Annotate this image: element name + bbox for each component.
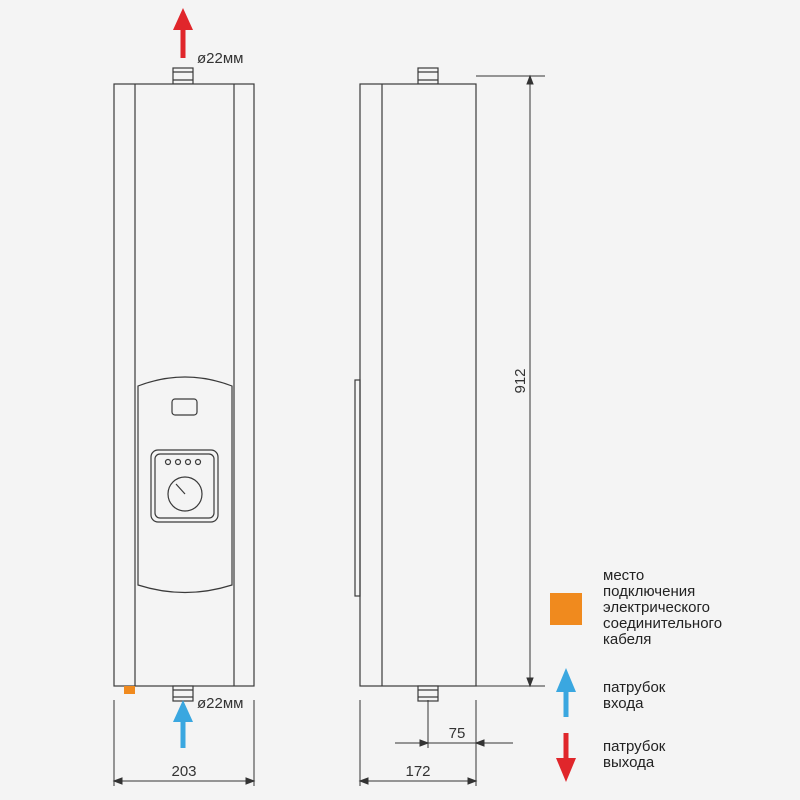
legend-cable-line-5: кабеля <box>603 631 652 648</box>
pipe-bottom-label: ø22мм <box>197 695 244 712</box>
side-top-pipe <box>418 68 438 84</box>
legend-inlet-arrow <box>556 668 576 717</box>
legend-cable-label <box>603 568 722 648</box>
dim-height <box>476 76 545 686</box>
side-bottom-pipe <box>418 686 438 701</box>
side-control-bulge <box>355 380 360 596</box>
legend-inlet-line-2: входа <box>603 695 644 712</box>
legend-cable-line-4: соединительного <box>603 615 723 632</box>
dim-width-side-value: 172 <box>405 763 431 780</box>
dim-pipe-offset-value: 75 <box>448 725 466 742</box>
side-body <box>360 84 476 686</box>
inlet-arrow-bottom <box>173 700 193 748</box>
legend-cable-line-3: электрического <box>603 599 710 616</box>
legend-outlet-arrow <box>556 733 576 782</box>
legend-cable-swatch <box>550 593 582 625</box>
dim-height-value: 912 <box>512 368 529 394</box>
dim-width-front-value: 203 <box>171 763 197 780</box>
pipe-top-label: ø22мм <box>197 50 244 67</box>
front-view <box>114 68 254 701</box>
legend-cable-line-1: место <box>603 567 645 584</box>
legend-outlet-line-2: выхода <box>603 754 655 771</box>
legend-outlet-label <box>603 739 665 771</box>
legend-outlet-line-1: патрубок <box>603 738 666 755</box>
legend-inlet-line-1: патрубок <box>603 679 666 696</box>
front-top-pipe <box>173 68 193 84</box>
legend-inlet-label <box>603 680 665 712</box>
front-bottom-pipe <box>173 686 193 701</box>
outlet-arrow-top <box>173 8 193 58</box>
legend-cable-line-2: подключения <box>603 583 696 600</box>
cable-connection-marker <box>124 686 135 694</box>
side-view <box>355 68 476 701</box>
